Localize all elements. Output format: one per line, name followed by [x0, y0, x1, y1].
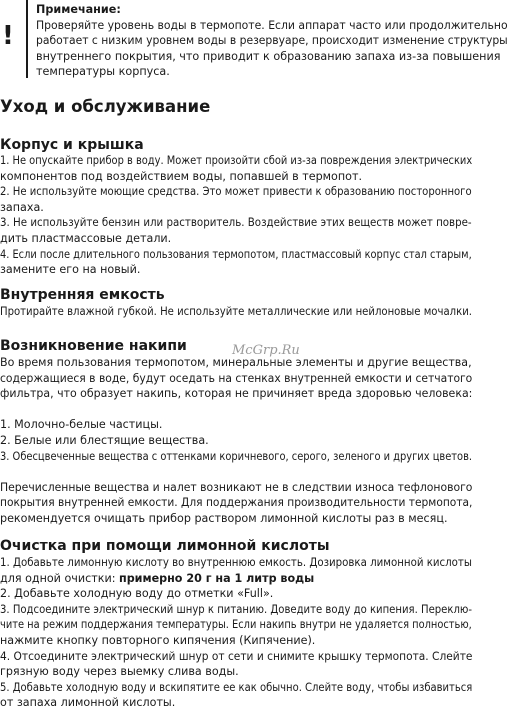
- text-line: 3. Подсоедините электрический шнур к питанию. Доведите воду до кипения. Переклю-: [0, 602, 473, 616]
- text-line: покрытия внутренней емкости. Для поддержания производительности термопота,: [0, 496, 473, 510]
- text-line: замените его на новый.: [0, 263, 141, 277]
- text-line: 4. Если после длительного пользования термопотом, пластмассовый корпус стал старым,: [0, 247, 472, 261]
- text-line: 4. Отсоедините электрический шнур от сети и снимите крышку термопота. Слейте: [0, 649, 473, 663]
- text-line: фильтра, что образует накипь, которая не причиняет вреда здоровью человека:: [0, 387, 473, 401]
- warning-icon: !: [2, 21, 14, 51]
- dosage-value: примерно 20 г на 1 литр воды: [118, 571, 315, 585]
- note-content: [36, 2, 508, 80]
- note-line: Проверяйте уровень воды в термопоте. Если аппарат часто или продолжительно: [36, 18, 508, 32]
- blank-line: [0, 402, 472, 418]
- text-line: содержащиеся в воде, будут оседать на стенках внутренней емкости и сетчатого: [0, 371, 473, 385]
- section-heading-citric: Очистка при помощи лимонной кислоты: [0, 538, 330, 554]
- text-line: чите на режим поддержания температуры. Если накипь внутри не удаляется полностью,: [0, 618, 472, 632]
- section-heading-inner: Внутренняя емкость: [0, 287, 165, 303]
- list-item: 2. Белые или блестящие вещества.: [0, 433, 209, 447]
- text-line: 5. Добавьте холодную воду и вскипятите ее как обычно. Слейте воду, чтобы избавиться: [0, 680, 473, 694]
- text-line: 2. Не используйте моющие средства. Это может привести к образованию посторонного: [0, 185, 472, 199]
- text-line: Во время пользования термопотом, минеральные элементы и другие вещества,: [0, 356, 472, 369]
- text-line: запаха.: [0, 200, 44, 214]
- watermark: McGrp.Ru: [232, 343, 300, 358]
- section-scale: [0, 355, 474, 527]
- note-divider: [26, 0, 28, 78]
- text-line: компонентов под воздействием воды, попавшей в термопот.: [0, 169, 363, 183]
- section-citric: [0, 555, 474, 711]
- section-heading-scale: Возникновение накипи: [0, 338, 187, 354]
- text-line: грязную воду через выемку слива воды.: [0, 665, 239, 679]
- section-body-lid: [0, 153, 474, 278]
- list-item: 3. Обесцвеченные вещества с оттенками коричневого, серого, зеленого и других цветов.: [0, 449, 473, 463]
- note-line: работает с низким уровнем воды в резервуаре, происходит изменение структуры: [36, 34, 508, 47]
- note-title: Примечание:: [36, 3, 121, 16]
- dosage-label: для одной очистки:: [0, 571, 119, 585]
- blank-line: [0, 464, 472, 480]
- text-line: от запаха лимонной кислоты.: [0, 696, 176, 710]
- text-line: 3. Не используйте бензин или растворитель. Воздействие этих веществ может повре-: [0, 216, 472, 230]
- text-line: 1. Добавьте лимонную кислоту во внутреннюю емкость. Дозировка лимонной кислоты: [0, 556, 472, 569]
- text-line: Перечисленные вещества и налет возникают не в следствии износа тефлонового: [0, 480, 473, 494]
- list-item: 1. Молочно-белые частицы.: [0, 418, 163, 432]
- main-title: Уход и обслуживание: [0, 97, 211, 116]
- note-line: температуры корпуса.: [36, 65, 170, 78]
- text-line: рекомендуется очищать прибор раствором лимонной кислоты раз в месяц.: [0, 511, 448, 525]
- text-line: нажмите кнопку повторного кипячения (Кипячение).: [0, 633, 316, 647]
- section-heading-body-lid: Корпус и крышка: [0, 137, 144, 153]
- text-line: дить пластмассовые детали.: [0, 231, 172, 245]
- note-line: внутреннего покрытия, что приводит к образованию запаха из-за повышения: [36, 49, 501, 63]
- text-line: Протирайте влажной губкой. Не используйте металлические или нейлоновые мочалки.: [0, 305, 472, 318]
- note-box: [0, 0, 508, 80]
- dosage-line: [0, 571, 472, 587]
- section-inner: [0, 304, 474, 320]
- text-line: 1. Не опускайте прибор в воду. Может произойти сбой из-за повреждения электрических: [0, 154, 473, 167]
- text-line: 2. Добавьте холодную воду до отметки «Full».: [0, 587, 274, 601]
